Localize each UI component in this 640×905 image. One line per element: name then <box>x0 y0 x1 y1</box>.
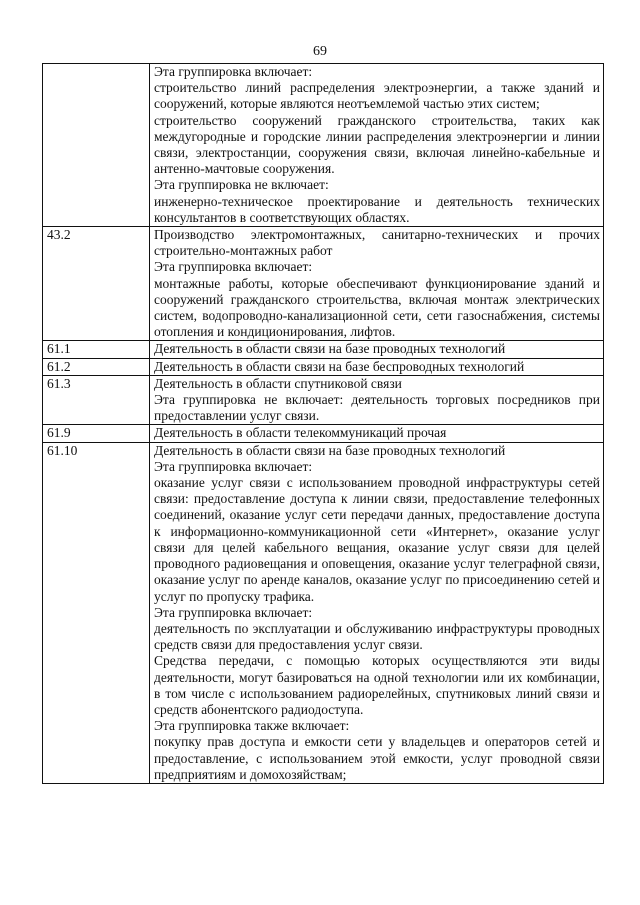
description-cell <box>150 227 604 341</box>
table-row <box>43 227 604 341</box>
table-row <box>43 341 604 358</box>
description-paragraph: Деятельность в области связи на базе проводных технологий <box>154 341 506 357</box>
table-row <box>43 358 604 375</box>
description-paragraph: Эта группировка также включает: <box>154 718 350 734</box>
description-paragraph: Эта группировка включает: <box>154 604 313 620</box>
description-paragraph: строительство сооружений гражданского строительства, таких как междугородные и городские линии распределения электроэнергии и линии связи, электростанции, сооружения связи, включая линейно-кабельные и антенно-мачтовые сооружения. <box>154 112 600 177</box>
code-cell: 61.1 <box>43 341 150 358</box>
code-cell: 43.2 <box>43 227 150 341</box>
code-cell <box>43 64 150 227</box>
description-paragraph: Эта группировка включает: <box>154 458 313 474</box>
description-paragraph: Эта группировка не включает: <box>154 177 329 193</box>
description-paragraph: Эта группировка включает: <box>154 64 313 79</box>
page-number: 69 <box>313 44 327 59</box>
table-body <box>43 64 604 784</box>
code-cell: 61.3 <box>43 375 150 425</box>
table-row <box>43 64 604 227</box>
table-row <box>43 425 604 442</box>
description-paragraph: Эта группировка не включает: деятельность торговых посредников при предоставлении услуг связи. <box>154 392 600 424</box>
description-paragraph: Производство электромонтажных, санитарно-технических и прочих строительно-монтажных работ <box>154 227 600 259</box>
description-cell <box>150 358 604 375</box>
description-cell <box>150 442 604 783</box>
description-paragraph: деятельность по эксплуатации и обслуживанию инфраструктуры проводных средств связи для предоставления услуг связи. <box>154 620 600 653</box>
description-paragraph: Средства передачи, с помощью которых осуществляются эти виды деятельности, могут базироваться на одной технологии или их комбинации, в том числе с использованием радиорелейных, спутниковых линий связи и средств абонентского радиодоступа. <box>154 653 600 717</box>
description-paragraph: инженерно-техническое проектирование и деятельность технических консультантов в соответствующих областях. <box>154 193 600 225</box>
description-paragraph: оказание услуг связи с использованием проводной инфраструктуры сетей связи: предоставление доступа к линии связи, предоставление телефонных соединений, оказание услуг сети передачи данных, предоставление доступа к информационно-коммуникационной сети «Интернет», оказание услуг связи для целей кабельного вещания, оказание услуг связи для целей проводного радиовещания и оповещения, оказание услуг телеграфной связи, оказание услуг по аренде каналов, оказание услуг по присоединению сетей и услуг по пропуску трафика. <box>154 475 600 604</box>
description-paragraph: строительство линий распределения электроэнергии, а также зданий и сооружений, которые являются неотъемлемой частью этих систем; <box>154 80 600 112</box>
description-paragraph: Эта группировка включает: <box>154 259 313 275</box>
code-cell: 61.2 <box>43 358 150 375</box>
code-cell: 61.9 <box>43 425 150 442</box>
description-cell <box>150 425 604 442</box>
table-row <box>43 442 604 783</box>
code-cell: 61.10 <box>43 442 150 783</box>
description-paragraph: покупку прав доступа и емкости сети у владельцев и операторов сетей и предоставление, с использованием этой емкости, услуг проводной связи предприятиям и домохозяйствам; <box>154 734 600 782</box>
description-cell <box>150 375 604 425</box>
description-paragraph: Деятельность в области спутниковой связи <box>154 375 402 391</box>
description-paragraph: Деятельность в области телекоммуникаций прочая <box>154 425 447 441</box>
description-cell <box>150 64 604 227</box>
table-row <box>43 375 604 425</box>
description-cell <box>150 341 604 358</box>
description-paragraph: Деятельность в области связи на базе беспроводных технологий <box>154 358 525 374</box>
description-paragraph: Деятельность в области связи на базе проводных технологий <box>154 442 506 458</box>
description-paragraph: монтажные работы, которые обеспечивают функционирование зданий и сооружений гражданского строительства, включая монтаж электрических систем, водопроводно-канализационной сети, сети газоснабжения, системы отопления и кондиционирования, лифтов. <box>154 275 600 340</box>
classification-table <box>42 63 604 784</box>
